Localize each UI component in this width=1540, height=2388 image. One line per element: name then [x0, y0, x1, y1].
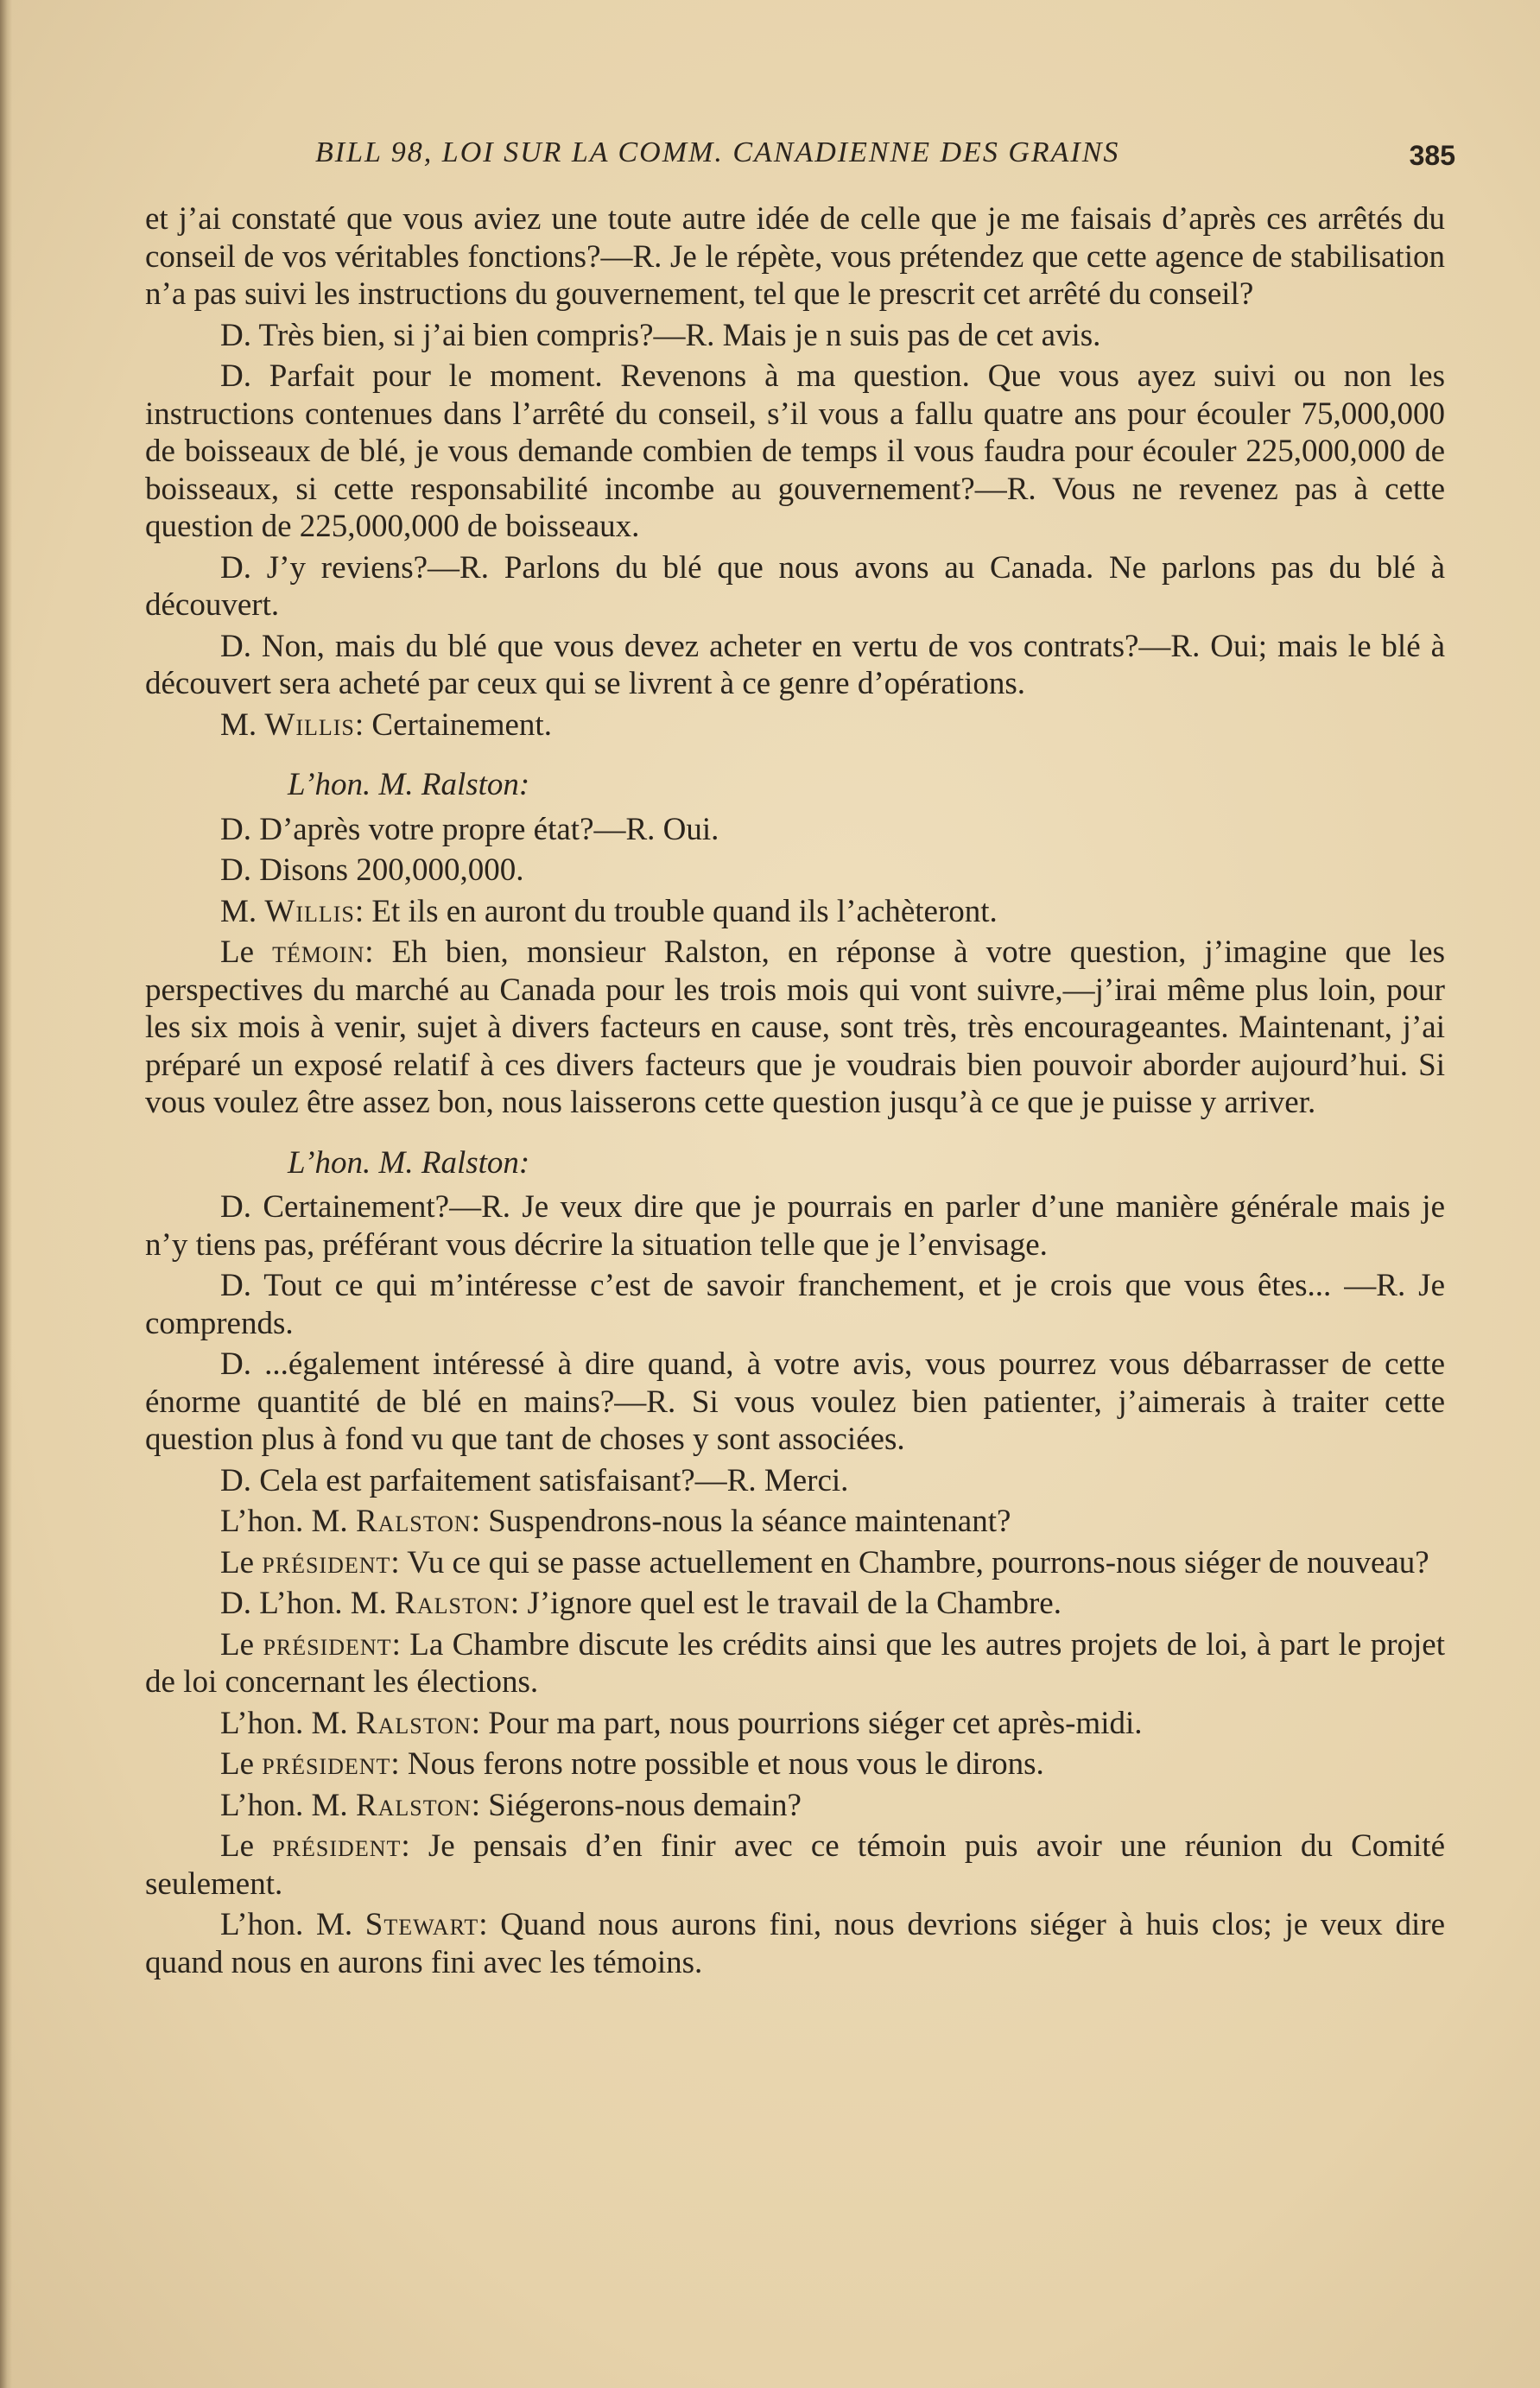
speech-paragraph	[145, 1503, 1445, 1541]
speaker-name: Ralston	[355, 1705, 472, 1741]
paragraph-text: et j’ai constaté que vous aviez une toute autre idée de celle que je me faisais d’après ces arrêtés du conseil de vos véritables fonctions?—R. Je le répète, vous prétendez que cette agence de stabilisation n’a pas suivi les instructions du gouvernement, tel que le prescrit cet arrêté du conseil?	[145, 201, 1445, 312]
speech-text: : Je pensais d’en finir avec ce témoin puis avoir une réunion du Comité seulement.	[145, 1828, 1446, 1902]
paragraph-text: D. Certainement?—R. Je veux dire que je pourrais en parler d’une manière générale mais je n’y tiens pas, préférant vous décrire la situation telle que je l’envisage.	[145, 1189, 1445, 1263]
speaker-name: Ralston	[355, 1787, 472, 1823]
paragraph-text: D. Cela est parfaitement satisfaisant?—R. Merci.	[220, 1462, 849, 1498]
speaker-prefix: L’hon. M.	[220, 1787, 348, 1823]
speech-text: : Nous ferons notre possible et nous vous le dirons.	[390, 1746, 1044, 1782]
paragraph	[145, 317, 1445, 355]
speaker-heading	[145, 766, 1445, 804]
speaker-name: Ralston	[355, 1504, 472, 1539]
speech-paragraph	[145, 1787, 1445, 1825]
paragraph-text: D. Très bien, si j’ai bien compris?—R. Mais je n suis pas de cet avis.	[220, 317, 1101, 353]
speech-paragraph	[145, 1626, 1445, 1701]
speech-text: : Certainement.	[354, 706, 552, 743]
speech-paragraph	[145, 1745, 1445, 1783]
speaker-name: président	[262, 1544, 391, 1580]
speech-text: : Pour ma part, nous pourrions siéger cet après-midi.	[471, 1705, 1143, 1741]
paragraph-text: D. Parfait pour le moment. Revenons à ma question. Que vous ayez suivi ou non les instructions contenues dans l’arrêté du conseil, s’il vous a fallu quatre ans pour écouler 75,000,000 de boisseaux de blé, je vous demande combien de temps il vous faudra pour écouler 225,000,000 de boisseaux, si cette responsabilité incombe au gouvernement?—R. Vous ne revenez pas à cette question de 225,000,000 de boisseaux.	[145, 358, 1445, 544]
paragraph	[145, 549, 1445, 624]
paragraph	[145, 811, 1445, 849]
speaker-prefix: M.	[220, 706, 257, 743]
speaker-prefix: L’hon. M.	[220, 1705, 348, 1741]
body-text	[145, 200, 1445, 1985]
paragraph	[145, 1267, 1445, 1342]
speech-text: : Vu ce qui se passe actuellement en Chambre, pourrons-nous siéger de nouveau?	[390, 1544, 1429, 1580]
speaker-prefix: Le	[220, 1828, 255, 1864]
speech-paragraph	[145, 1585, 1445, 1623]
speech-text: : J’ignore quel est le travail de la Chambre.	[510, 1586, 1062, 1621]
paragraph-text: D. J’y reviens?—R. Parlons du blé que nous avons au Canada. Ne parlons pas du blé à découvert.	[145, 549, 1445, 623]
speaker-name: Stewart	[364, 1907, 479, 1942]
speaker-name: Willis	[264, 706, 355, 743]
speech-paragraph	[145, 934, 1445, 1122]
paragraph	[145, 628, 1445, 703]
paragraph-text: D. Disons 200,000,000.	[220, 852, 524, 888]
book-spine-shadow	[0, 0, 12, 2388]
speaker-prefix: Le	[220, 1626, 255, 1663]
speaker-name: président	[272, 1828, 402, 1864]
speech-text: : Quand nous aurons fini, nous devrions siéger à huis clos; je veux dire quand nous en aurons fini avec les témoins.	[145, 1907, 1445, 1980]
speech-paragraph	[145, 893, 1445, 931]
speaker-name: Ralston	[395, 1586, 510, 1621]
speaker-heading-text: L’hon. M. Ralston:	[288, 1144, 530, 1181]
speaker-heading	[145, 1144, 1445, 1182]
speaker-prefix: L’hon. M.	[220, 1907, 353, 1942]
page-header	[147, 136, 1455, 180]
speech-paragraph	[145, 1705, 1445, 1743]
speaker-heading-text: L’hon. M. Ralston:	[288, 767, 530, 802]
paragraph-text: D. ...également intéressé à dire quand, à votre avis, vous pourrez vous débarrasser de cette énorme quantité de blé en mains?—R. Si vous voulez bien patienter, j’aimerais à traiter cette question plus à fond vu que tant de choses y sont associées.	[145, 1346, 1445, 1457]
paragraph	[145, 1346, 1445, 1459]
speech-text: : Siégerons-nous demain?	[471, 1787, 802, 1823]
speech-paragraph	[145, 1906, 1445, 1981]
speaker-name: Willis	[264, 893, 355, 929]
paragraph	[145, 1462, 1445, 1500]
speaker-name: président	[263, 1626, 392, 1663]
speaker-prefix: M.	[220, 893, 257, 929]
paragraph	[145, 200, 1445, 314]
paragraph-text: D. D’après votre propre état?—R. Oui.	[220, 811, 719, 847]
speech-text: : Suspendrons-nous la séance maintenant?	[471, 1504, 1011, 1539]
speech-text: : Eh bien, monsieur Ralston, en réponse à votre question, j’imagine que les perspectives du marché au Canada pour les trois mois qui vont suivre,—j’irai même plus loin, pour les six mois à venir, sujet à divers facteurs en cause, sont très, très encourageantes. Maintenant, j’ai préparé un exposé relatif à ces divers facteurs que je voudrais bien pouvoir aborder aujourd’hui. Si vous voulez être assez bon, nous laisserons cette question jusqu’à ce que je puisse y arriver.	[145, 934, 1446, 1120]
speaker-prefix: D. L’hon. M.	[220, 1586, 387, 1621]
speech-paragraph	[145, 706, 1445, 744]
running-title: BILL 98, LOI SUR LA COMM. CANADIENNE DES GRAINS	[315, 136, 1120, 168]
page-number: 385	[1409, 140, 1455, 171]
speaker-prefix: Le	[220, 934, 255, 970]
paragraph-text: D. Non, mais du blé que vous devez acheter en vertu de vos contrats?—R. Oui; mais le blé à découvert sera acheté par ceux qui se livrent à ce genre d’opérations.	[145, 628, 1445, 701]
speaker-name: président	[262, 1746, 391, 1782]
speaker-prefix: L’hon. M.	[220, 1504, 348, 1539]
speech-paragraph	[145, 1827, 1445, 1903]
speech-text: : La Chambre discute les crédits ainsi que les autres projets de loi, à part le projet de loi concernant les élections.	[145, 1626, 1446, 1700]
speech-paragraph	[145, 1544, 1445, 1582]
speaker-prefix: Le	[220, 1544, 255, 1580]
paragraph-text: D. Tout ce qui m’intéresse c’est de savoir franchement, et je crois que vous êtes... —R. Je comprends.	[145, 1268, 1445, 1341]
paragraph	[145, 852, 1445, 890]
speaker-name: témoin	[272, 934, 365, 970]
paragraph	[145, 358, 1445, 546]
speaker-prefix: Le	[220, 1746, 255, 1782]
paragraph	[145, 1188, 1445, 1264]
speech-text: : Et ils en auront du trouble quand ils l’achèteront.	[354, 893, 998, 929]
